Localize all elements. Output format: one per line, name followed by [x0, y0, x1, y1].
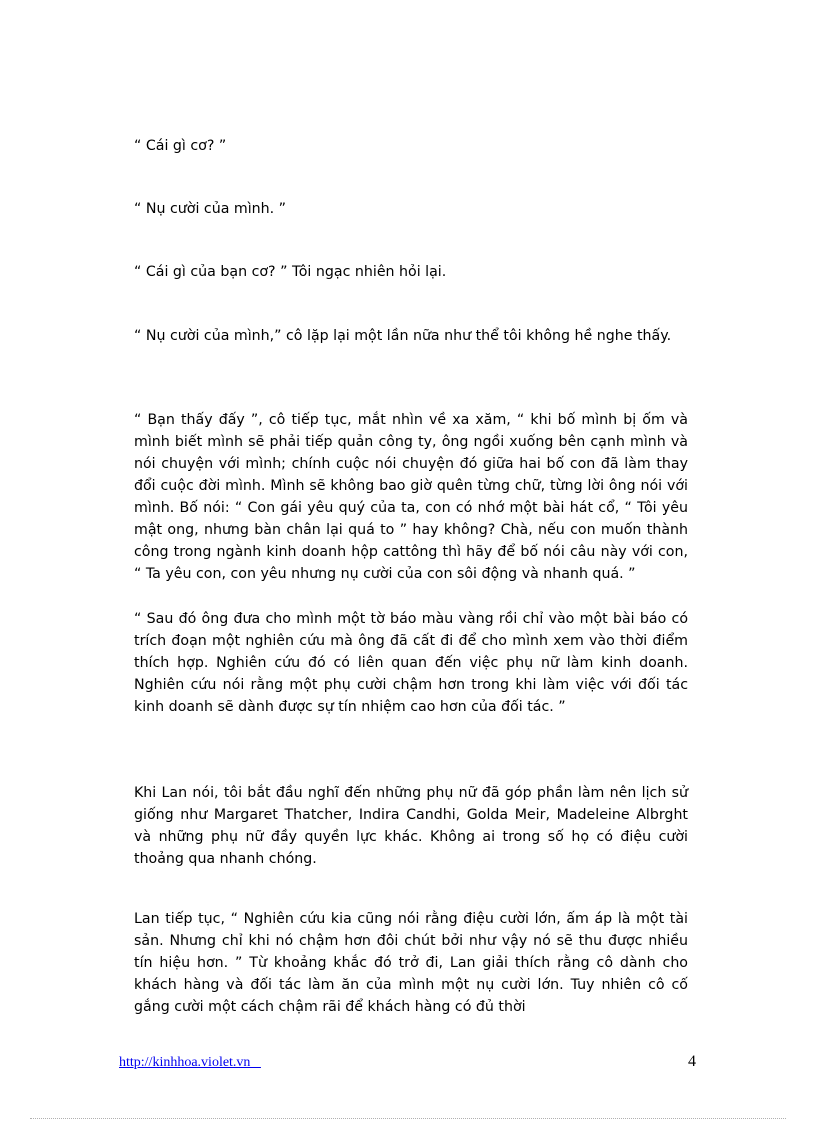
- paragraph-1: “ Cái gì cơ? ”: [134, 138, 227, 154]
- page-bottom-divider: [30, 1118, 786, 1119]
- paragraph-4: “ Nụ cười của mình,” cô lặp lại một lần nữa như thể tôi không hề nghe thấy.: [134, 328, 672, 344]
- paragraph-3: “ Cái gì của bạn cơ? ” Tôi ngạc nhiên hỏi lại.: [134, 264, 447, 280]
- paragraph-8: Lan tiếp tục, “ Nghiên cứu kia cũng nói rằng điệu cười lớn, ấm áp là một tài sản. Nhưng chỉ khi nó chậm hơn đôi chút bởi như vậy nó sẽ thu được nhiều tín hiệu hơn. ” Từ khoảng khắc đó trở đi, Lan giải thích rằng cô dành cho khách hàng và đối tác làm ăn của mình một nụ cười lớn. Tuy nhiên cô cố gắng cười một cách chậm rãi để khách hàng có đủ thời: [134, 911, 688, 1015]
- paragraph-5: “ Bạn thấy đấy ”, cô tiếp tục, mắt nhìn về xa xăm, “ khi bố mình bị ốm và mình biết mình sẽ phải tiếp quản công ty, ông ngồi xuống bên cạnh mình và nói chuyện với mình; chính cuộc nói chuyện đó giữa hai bố con đã làm thay đổi cuộc đời mình. Mình sẽ không bao giờ quên từng chữ, từng lời ông nói với mình. Bố nói: “ Con gái yêu quý của ta, con có nhớ một bài hát cổ, “ Tôi yêu mật ong, nhưng bàn chân lại quá to ” hay không? Chà, nếu con muốn thành công trong ngành kinh doanh hộp cattông thì hãy để bố nói câu này với con, “ Ta yêu con, con yêu nhưng nụ cười của con sôi động và nhanh quá. ”: [134, 412, 688, 582]
- footer-website-link[interactable]: http://kinhhoa.violet.vn: [119, 1055, 261, 1070]
- paragraph-7: Khi Lan nói, tôi bắt đầu nghĩ đến những phụ nữ đã góp phần làm nên lịch sử giống như Margaret Thatcher, Indira Candhi, Golda Meir, Madeleine Albrght và những phụ nữ đầy quyền lực khác. Không ai trong số họ có điệu cười thoảng qua nhanh chóng.: [134, 785, 688, 867]
- page-number: 4: [688, 1053, 696, 1070]
- paragraph-6: “ Sau đó ông đưa cho mình một tờ báo màu vàng rồi chỉ vào một bài báo có trích đoạn một nghiên cứu mà ông đã cất đi để cho mình xem vào thời điểm thích hợp. Nghiên cứu đó có liên quan đến việc phụ nữ làm kinh doanh. Nghiên cứu nói rằng một phụ cười chậm hơn trong khi làm việc với đối tác kinh doanh sẽ dành được sự tín nhiệm cao hơn của đối tác. ”: [134, 611, 688, 715]
- paragraph-2: “ Nụ cười của mình. ”: [134, 201, 287, 217]
